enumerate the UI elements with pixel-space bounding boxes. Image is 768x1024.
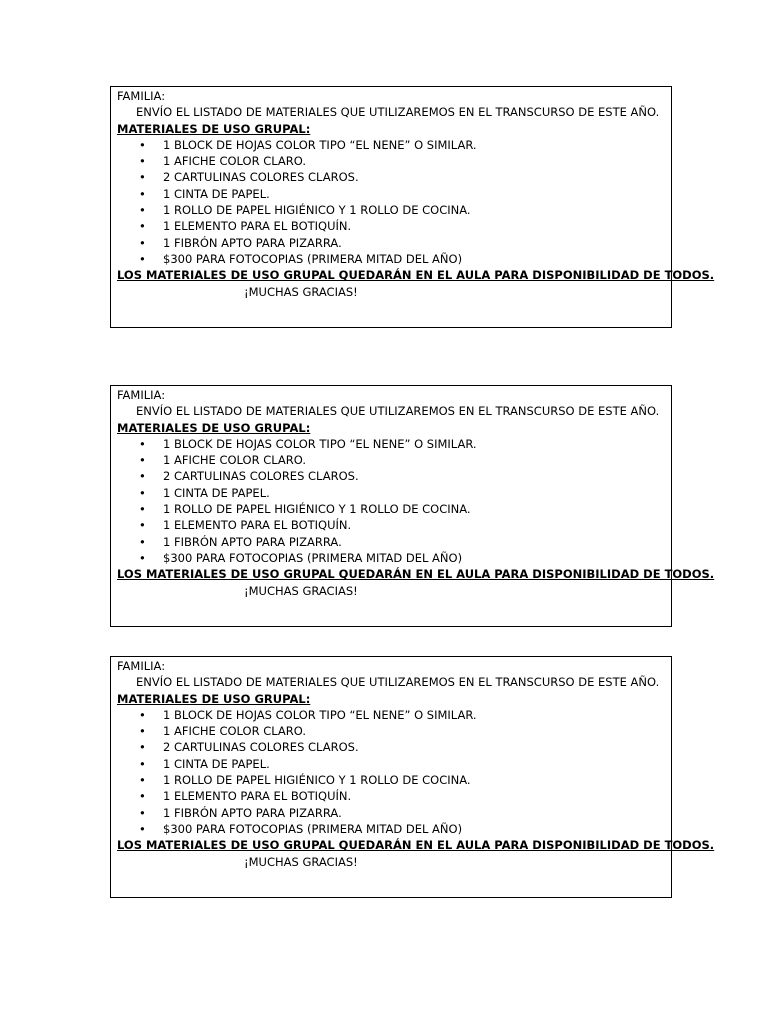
bullet-icon: • (139, 235, 146, 250)
bullet-icon: • (139, 502, 146, 517)
materials-heading: MATERIALES DE USO GRUPAL: (117, 691, 311, 706)
thanks-text: ¡MUCHAS GRACIAS! (244, 854, 358, 869)
list-item-text: 2 CARTULINAS COLORES CLAROS. (163, 740, 359, 755)
materials-heading: MATERIALES DE USO GRUPAL: (117, 121, 311, 136)
list-item-text: 1 CINTA DE PAPEL. (163, 186, 270, 201)
list-item-text: $300 PARA FOTOCOPIAS (PRIMERA MITAD DEL AÑO) (163, 251, 463, 266)
intro-text: ENVÍO EL LISTADO DE MATERIALES QUE UTILIZAREMOS EN EL TRANSCURSO DE ESTE AÑO. (136, 404, 660, 419)
list-item (117, 153, 671, 169)
list-item-text: 1 ROLLO DE PAPEL HIGIÉNICO Y 1 ROLLO DE COCINA. (163, 203, 471, 218)
list-item (117, 534, 671, 550)
bullet-icon: • (139, 154, 146, 169)
list-item (117, 739, 671, 755)
list-item (117, 436, 671, 452)
bullet-icon: • (139, 534, 146, 549)
list-item (117, 137, 671, 153)
note-card (110, 86, 715, 328)
list-item-text: 1 FIBRÓN APTO PARA PIZARRA. (163, 235, 342, 250)
thanks-text: ¡MUCHAS GRACIAS! (244, 583, 358, 598)
list-item-text: 1 FIBRÓN APTO PARA PIZARRA. (163, 805, 342, 820)
list-item-text: 1 ELEMENTO PARA EL BOTIQUÍN. (163, 219, 352, 234)
closing-note: LOS MATERIALES DE USO GRUPAL QUEDARÁN EN EL AULA PARA DISPONIBILIDAD DE TODOS. (117, 268, 715, 283)
bullet-icon: • (139, 203, 146, 218)
list-item-text: 1 CINTA DE PAPEL. (163, 485, 270, 500)
bullet-icon: • (139, 219, 146, 234)
list-item-text: 1 AFICHE COLOR CLARO. (163, 724, 307, 739)
list-item (117, 202, 671, 218)
list-item-text: 2 CARTULINAS COLORES CLAROS. (163, 469, 359, 484)
list-item (117, 805, 671, 821)
bullet-icon: • (139, 518, 146, 533)
note-card (110, 385, 715, 627)
list-item-text: 1 ELEMENTO PARA EL BOTIQUÍN. (163, 789, 352, 804)
bullet-icon: • (139, 724, 146, 739)
greeting: FAMILIA: (117, 388, 166, 402)
list-item (117, 501, 671, 517)
list-item (117, 186, 671, 202)
materials-list (117, 137, 671, 267)
thanks-text: ¡MUCHAS GRACIAS! (244, 284, 358, 299)
list-item-text: 1 AFICHE COLOR CLARO. (163, 453, 307, 468)
list-item (117, 485, 671, 501)
list-item (117, 235, 671, 251)
bullet-icon: • (139, 251, 146, 266)
list-item-text: 1 AFICHE COLOR CLARO. (163, 154, 307, 169)
list-item-text: $300 PARA FOTOCOPIAS (PRIMERA MITAD DEL AÑO) (163, 821, 463, 836)
bullet-icon: • (139, 550, 146, 565)
note-card (110, 656, 715, 898)
list-item (117, 169, 671, 185)
list-item-text: 1 CINTA DE PAPEL. (163, 756, 270, 771)
bullet-icon: • (139, 453, 146, 468)
list-item (117, 218, 671, 234)
list-item (117, 756, 671, 772)
closing-note: LOS MATERIALES DE USO GRUPAL QUEDARÁN EN EL AULA PARA DISPONIBILIDAD DE TODOS. (117, 567, 715, 582)
list-item-text: $300 PARA FOTOCOPIAS (PRIMERA MITAD DEL AÑO) (163, 550, 463, 565)
bullet-icon: • (139, 773, 146, 788)
intro-text: ENVÍO EL LISTADO DE MATERIALES QUE UTILIZAREMOS EN EL TRANSCURSO DE ESTE AÑO. (136, 675, 660, 690)
bullet-icon: • (139, 436, 146, 451)
list-item (117, 468, 671, 484)
greeting: FAMILIA: (117, 659, 166, 673)
intro-text: ENVÍO EL LISTADO DE MATERIALES QUE UTILIZAREMOS EN EL TRANSCURSO DE ESTE AÑO. (136, 105, 660, 120)
list-item (117, 821, 671, 837)
bullet-icon: • (139, 821, 146, 836)
list-item (117, 517, 671, 533)
list-item (117, 550, 671, 566)
list-item-text: 1 ROLLO DE PAPEL HIGIÉNICO Y 1 ROLLO DE COCINA. (163, 502, 471, 517)
bullet-icon: • (139, 740, 146, 755)
greeting: FAMILIA: (117, 89, 166, 103)
materials-list (117, 436, 671, 566)
list-item-text: 1 ROLLO DE PAPEL HIGIÉNICO Y 1 ROLLO DE COCINA. (163, 773, 471, 788)
list-item (117, 707, 671, 723)
list-item-text: 1 BLOCK DE HOJAS COLOR TIPO “EL NENE” O SIMILAR. (163, 707, 477, 722)
bullet-icon: • (139, 756, 146, 771)
list-item-text: 1 ELEMENTO PARA EL BOTIQUÍN. (163, 518, 352, 533)
list-item (117, 251, 671, 267)
bullet-icon: • (139, 805, 146, 820)
bullet-icon: • (139, 469, 146, 484)
bullet-icon: • (139, 137, 146, 152)
list-item (117, 772, 671, 788)
list-item-text: 1 FIBRÓN APTO PARA PIZARRA. (163, 534, 342, 549)
materials-list (117, 707, 671, 837)
list-item (117, 788, 671, 804)
materials-heading: MATERIALES DE USO GRUPAL: (117, 420, 311, 435)
bullet-icon: • (139, 707, 146, 722)
bullet-icon: • (139, 789, 146, 804)
closing-note: LOS MATERIALES DE USO GRUPAL QUEDARÁN EN EL AULA PARA DISPONIBILIDAD DE TODOS. (117, 838, 715, 853)
list-item (117, 723, 671, 739)
list-item-text: 1 BLOCK DE HOJAS COLOR TIPO “EL NENE” O SIMILAR. (163, 436, 477, 451)
bullet-icon: • (139, 186, 146, 201)
bullet-icon: • (139, 485, 146, 500)
list-item-text: 2 CARTULINAS COLORES CLAROS. (163, 170, 359, 185)
list-item-text: 1 BLOCK DE HOJAS COLOR TIPO “EL NENE” O SIMILAR. (163, 137, 477, 152)
list-item (117, 452, 671, 468)
bullet-icon: • (139, 170, 146, 185)
